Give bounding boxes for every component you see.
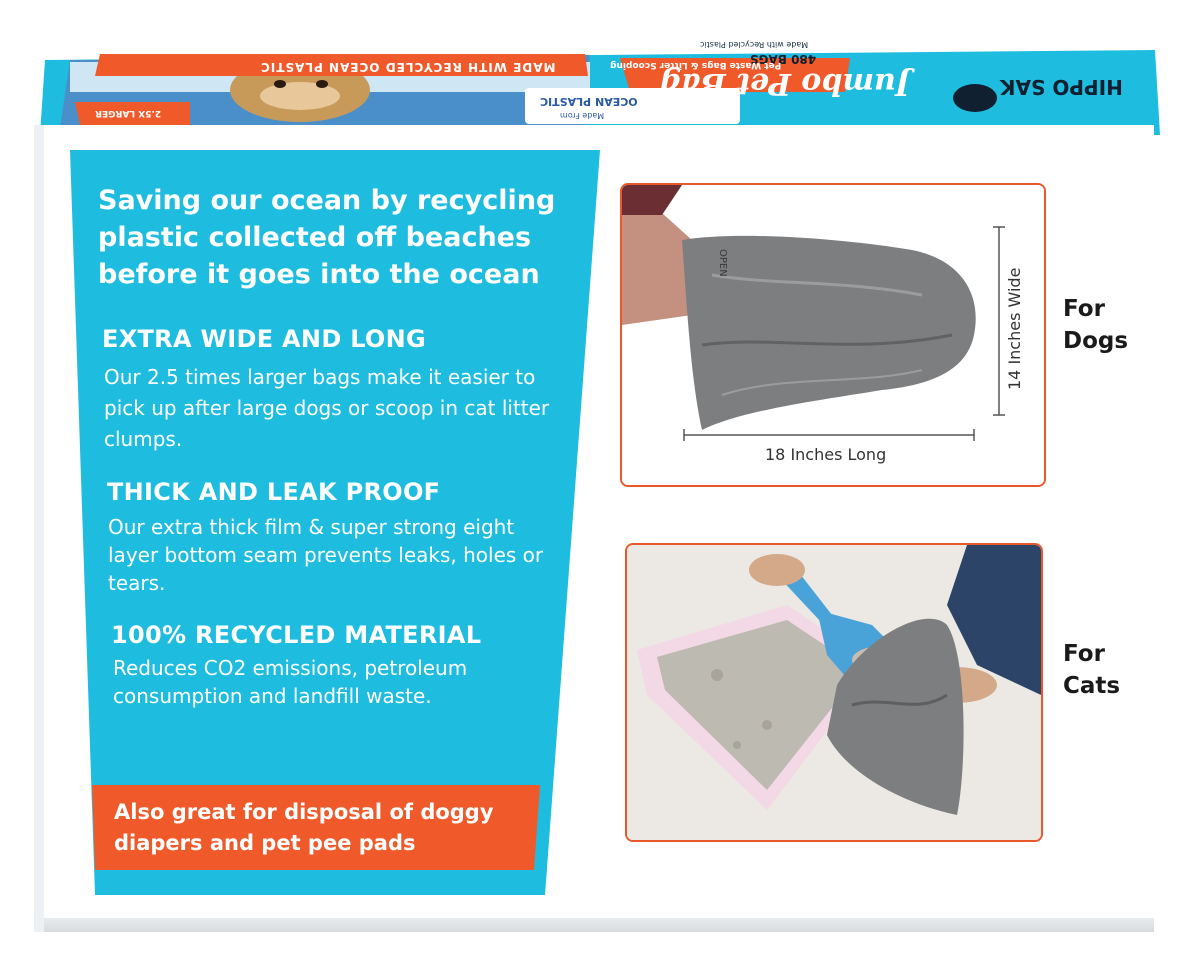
litter-scoop-illustration — [627, 545, 1041, 840]
feature-body-wide-long: Our 2.5 times larger bags make it easier to pick up after large dogs or scoop in cat litter clumps. — [104, 365, 550, 451]
bag-on-arm-illustration — [622, 185, 1044, 485]
feature-body-recycled: Reduces CO2 emissions, petroleum consumption and landfill waste. — [113, 656, 468, 708]
feature-body-leak-proof: Our extra thick film & super strong eight layer bottom seam prevents leaks, holes or tears. — [108, 515, 544, 595]
for-dogs-line2: Dogs — [1063, 328, 1129, 354]
brand-logo: HIPPO SAK — [1000, 75, 1123, 99]
headline: Saving our ocean by recycling plastic collected off beaches before it goes into the ocean — [98, 185, 556, 290]
flap-fine-print: Made with Recycled Plastic — [700, 40, 809, 49]
disposal-banner: Also great for disposal of doggy diapers and pet pee pads — [114, 800, 494, 855]
panel-bottom-edge — [44, 918, 1154, 932]
feature-title-recycled: 100% RECYCLED MATERIAL — [111, 621, 482, 649]
product-tagline: Pet Waste Bags & Litter Scooping — [610, 60, 782, 70]
width-dimension-label: 14 Inches Wide — [1005, 267, 1024, 390]
larger-badge: 2.5X LARGER — [95, 108, 162, 118]
for-cats-line2: Cats — [1063, 673, 1121, 699]
dog-bag-photo — [620, 183, 1046, 487]
bag-count: 480 BAGS — [750, 52, 817, 66]
feature-title-wide-long: EXTRA WIDE AND LONG — [102, 325, 427, 353]
bag-open-print: OPEN — [717, 249, 728, 277]
recycled-ocean-banner: MADE WITH RECYCLED OCEAN PLASTIC — [260, 60, 556, 74]
cat-litter-photo — [625, 543, 1043, 842]
length-dimension-label: 18 Inches Long — [765, 445, 887, 464]
for-dogs-line1: For — [1063, 296, 1105, 322]
feature-title-leak-proof: THICK AND LEAK PROOF — [107, 478, 441, 506]
badge-title: OCEAN PLASTIC — [540, 95, 638, 108]
for-cats-line1: For — [1063, 641, 1105, 667]
product-name: Jumbo Pet Bag — [660, 66, 911, 101]
badge-subtitle: Made From — [560, 111, 605, 120]
for-dogs-label — [1063, 293, 1128, 357]
box-top-flap — [0, 0, 1200, 135]
for-cats-label — [1063, 638, 1120, 702]
panel-side-shade — [34, 125, 44, 932]
